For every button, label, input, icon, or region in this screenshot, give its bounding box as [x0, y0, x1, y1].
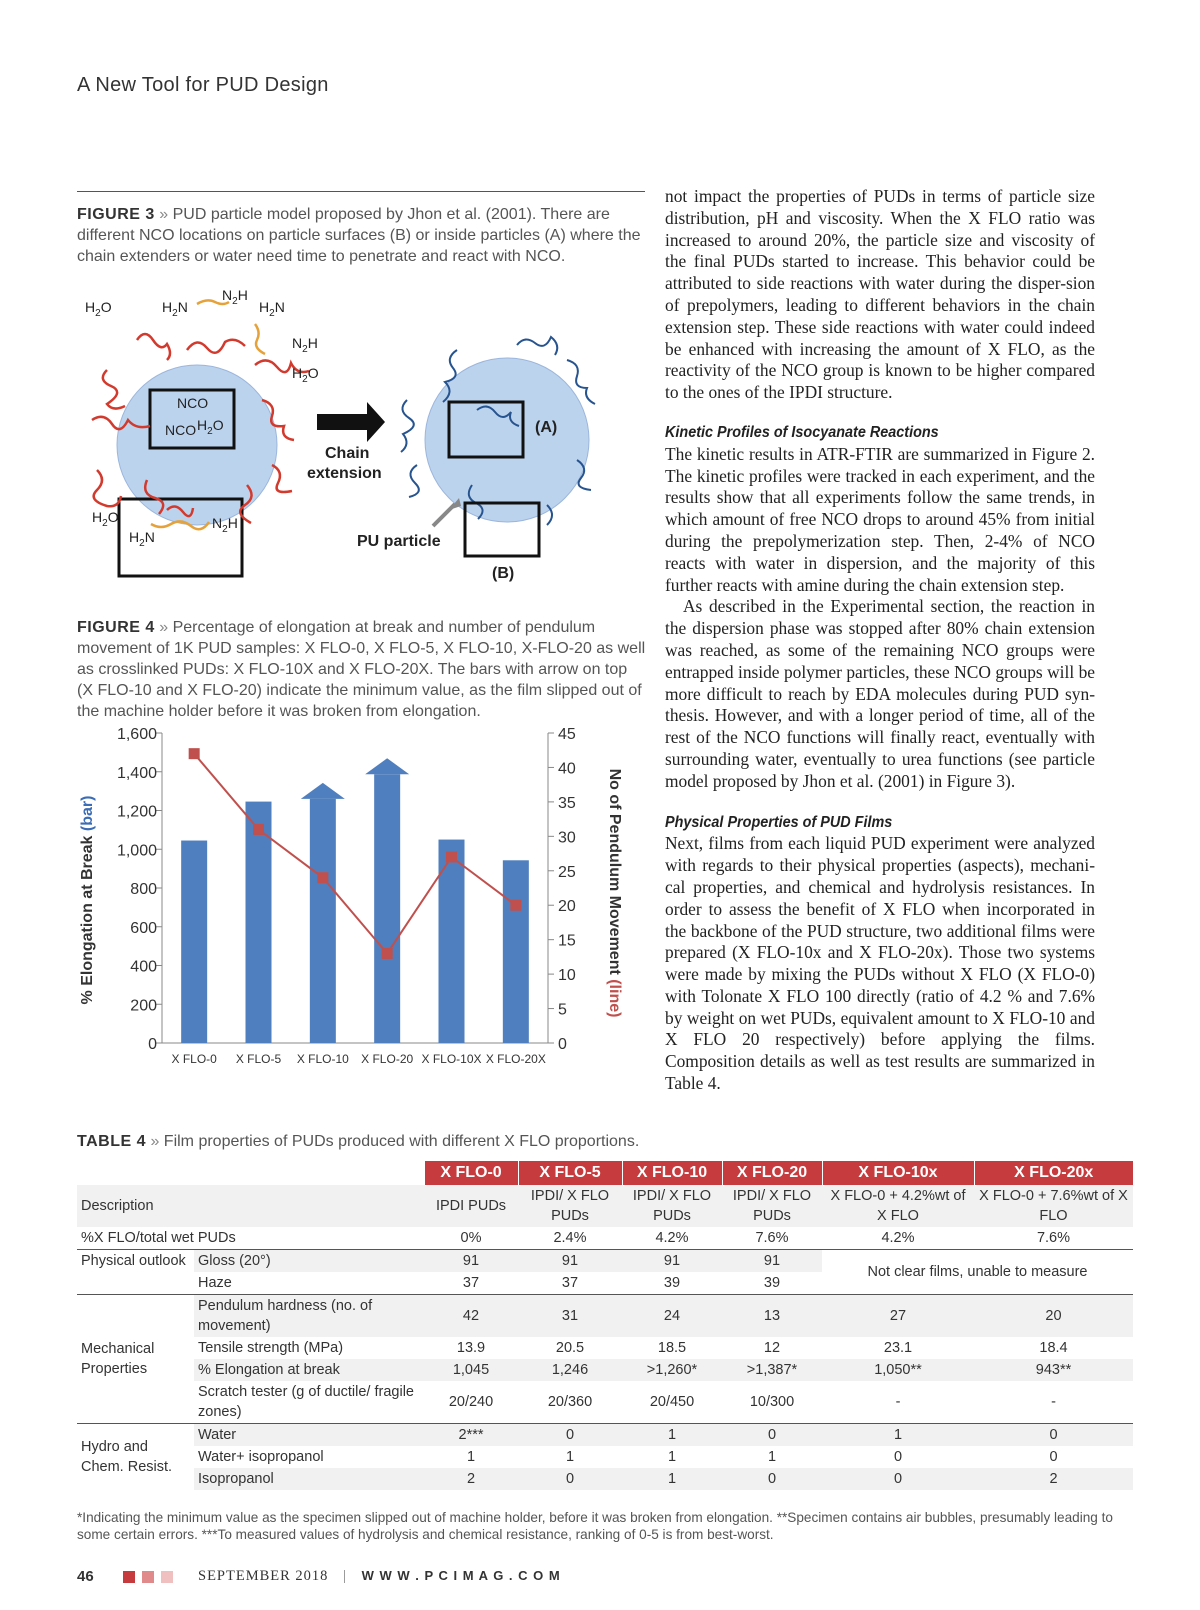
col-header: X FLO-0: [424, 1161, 518, 1185]
right-column: [665, 186, 1095, 1095]
cell: 1: [565, 1449, 575, 1465]
x-tick-label: X FLO-20X: [485, 1052, 546, 1066]
cell: 2***: [424, 1424, 518, 1447]
cell: 0: [518, 1468, 622, 1490]
h2o-label-4: $H_2O$: [92, 509, 119, 529]
col-header: X FLO-5: [518, 1161, 622, 1185]
cell: >1,387*: [722, 1359, 822, 1381]
cell: 1: [667, 1449, 677, 1465]
right-axis-tick-label: 15: [558, 932, 576, 950]
body-para-2: The kinetic results in ATR-FTIR are summarized in Figure 2. The kinetic profiles were tracked in each experiment, and the results show that all experiments follow the same trends, in which amount of free NCO drops to around 45% from initial during the prepolymerization step. Then, 2-4% of NCO reacts with water in dispersion, and the majority of this further reacts with amine during the chain extension step.: [665, 443, 1095, 595]
row-label: Description: [77, 1185, 424, 1227]
chain-extension-label-2: extension: [307, 465, 382, 482]
right-axis-tick-label: 20: [558, 898, 576, 916]
left-axis-tick-label: 0: [148, 1036, 157, 1053]
row-label: Haze: [198, 1275, 232, 1291]
page-number: 46: [77, 1568, 94, 1585]
cell: 27: [822, 1295, 974, 1338]
cell: 0: [518, 1424, 622, 1447]
row-label: Pendulum hardness (no. of movement): [194, 1295, 424, 1338]
not-clear-films-cell: Not clear films, unable to measure: [822, 1250, 1133, 1295]
row-label: Scratch tester (g of ductile/ fragile zones): [198, 1384, 414, 1420]
h2n-label-3: $H_2N$: [129, 529, 155, 549]
left-axis-tick-label: 600: [130, 919, 157, 937]
x-tick-label: X FLO-10X: [421, 1052, 482, 1066]
cell: 1: [767, 1449, 777, 1465]
figure4-caption-block: FIGURE 4 » Percentage of elongation at break and number of pendulum movement of 1K PUD samples: X FLO-0, X FLO-5, X FLO-10, X-FLO-20 as well as crosslinked PUDs: X FLO-10X and X FLO-20X. The bars with arrow on top (X FLO-10 and X FLO-20) indicate the minimum value, as the film slipped out of the machine holder before it was broken from elongation.: [77, 619, 646, 720]
figure4-label: FIGURE 4: [77, 619, 155, 636]
group-label: Physical outlook: [77, 1250, 194, 1295]
row-label: %X FLO/total wet PUDs: [81, 1230, 236, 1246]
left-axis-tick-label: 1,600: [116, 726, 157, 743]
row-label: Water: [194, 1424, 424, 1447]
cell: 20/360: [547, 1394, 593, 1410]
section-head-kinetic: Kinetic Profiles of Isocyanate Reactions: [665, 423, 939, 441]
bar-arrow-icon: [301, 783, 345, 799]
h2o-label-2: $H_2O$: [292, 365, 319, 385]
n2h-label-3: $N_2H$: [212, 515, 238, 535]
cell: -: [1051, 1394, 1056, 1410]
bar: [310, 799, 336, 1043]
pendulum-point: [446, 852, 457, 863]
left-axis-tick-label: 400: [130, 958, 157, 976]
cell: 39: [763, 1275, 781, 1291]
nco-label: NCO: [177, 395, 209, 411]
cell: 0%: [460, 1230, 482, 1246]
x-tick-label: X FLO-10: [296, 1052, 349, 1066]
bar: [181, 841, 207, 1043]
table-row: [77, 1337, 1133, 1359]
bar-arrow-icon: [365, 758, 409, 774]
cell: 1,246: [518, 1359, 622, 1381]
cell: 39: [663, 1275, 681, 1291]
cell: 18.4: [1039, 1340, 1068, 1356]
cell: 1,045: [424, 1359, 518, 1381]
figure4-caption: Percentage of elongation at break and number of pendulum movement of 1K PUD samples: X FLO-0, X FLO-5, X FLO-10, X-FLO-20 as well as crosslinked PUDs: X FLO-10X and X FLO-20X. The bars with arrow on top (X FLO-10 and X FLO-20) indicate the minimum value, as the film slipped out of the machine holder before it was broken from elongation.: [77, 619, 646, 720]
cell: 13: [722, 1295, 822, 1338]
group-label: Mechanical Properties: [77, 1295, 194, 1424]
footer-line: [198, 1568, 561, 1585]
n2h-label-2: $N_2H$: [292, 335, 318, 355]
pendulum-point: [317, 872, 328, 883]
right-axis-tick-label: 0: [558, 1036, 567, 1053]
pendulum-point: [253, 824, 264, 835]
cell: 18.5: [657, 1340, 687, 1356]
cell: 2: [974, 1468, 1133, 1490]
table-row: [77, 1381, 1133, 1424]
pointer-line: [433, 504, 455, 526]
left-axis-tick-label: 800: [130, 881, 157, 898]
row-label: Tensile strength (MPa): [198, 1340, 344, 1356]
right-axis-tick-label: 40: [558, 760, 576, 778]
cell: IPDI/ X FLO PUDs: [722, 1185, 822, 1227]
bar: [503, 860, 529, 1043]
body-para-1: not impact the properties of PUDs in terms of particle size distribution, pH and viscosity. When the X FLO ratio was increased to around 20%, the particle size and viscosity of the final PUDs started to increase. This behavior could be attributed to side reactions with water during the disper-sion of prepolymers, leading to different behaviors in the chain extension step. These side reactions with water could indeed be enhanced with increasing the amount of X FLO, as the reactivity of the NCO group is known to be higher compared to the ones of the IPDI structure.: [665, 186, 1095, 403]
figure3-label: FIGURE 3: [77, 206, 155, 223]
table-row: [77, 1468, 1133, 1490]
table-row: [77, 1424, 1133, 1447]
left-axis-tick-label: 1,000: [116, 842, 157, 860]
bar: [374, 774, 400, 1043]
right-axis-tick-label: 5: [558, 1001, 567, 1019]
right-axis-tick-label: 25: [558, 863, 576, 881]
label-b: (B): [492, 565, 515, 582]
nco-label-2: NCO: [165, 422, 197, 438]
cell: 1: [622, 1468, 722, 1490]
cell: 37: [462, 1275, 480, 1291]
website: W W W . P C I M A G . C O M: [361, 1568, 561, 1583]
table-row: [77, 1359, 1133, 1381]
right-axis-tick-label: 10: [558, 967, 576, 985]
cell: 0: [1049, 1449, 1058, 1465]
right-axis-title: [606, 769, 623, 1018]
cell: 20: [974, 1295, 1133, 1338]
pendulum-point: [382, 948, 393, 959]
cell: 91: [622, 1250, 722, 1273]
pendulum-line: [194, 754, 516, 954]
left-axis-title: [79, 796, 96, 1005]
table-row: [77, 1446, 1133, 1468]
cell: 31: [518, 1295, 622, 1338]
cell: 13.9: [456, 1340, 486, 1356]
cell: 20/240: [448, 1394, 494, 1410]
cell: 4.2%: [655, 1230, 689, 1246]
body-para-4: Next, films from each liquid PUD experiment were analyzed with regards to their physical properties (aspects), mechani-cal properties, and chemical and hydrolysis resistances. In order to assess the benefit of X FLO when incorporated in the backbone of the PUD structure, two additional films were prepared (X FLO-10x and X FLO-20x). Those two systems were made by mixing the PUDs without X FLO (X FLO-0) with Tolonate X FLO 100 directly (ratio of 4.2 % and 7.6% by weight on wet PUDs, equivalent amount to X FLO-10 and X FLO 20 respectively) before applying the films. Composition details as well as test results are summarized in Table 4.: [665, 833, 1095, 1094]
cell: 1: [466, 1449, 476, 1465]
left-axis-title-tag: (bar): [79, 795, 96, 832]
cell: 42: [424, 1295, 518, 1338]
h2n-label-2: $H_2N$: [259, 299, 285, 319]
h2n-label: $H_2N$: [162, 299, 188, 319]
table-row: [77, 1295, 1133, 1338]
col-header: X FLO-10: [622, 1161, 722, 1185]
table4-label: TABLE 4: [77, 1133, 146, 1150]
table4-footnote: *Indicating the minimum value as the specimen slipped out of machine holder, before it was broken from elongation. **Specimen contains air bubbles, presumably leading to some certain errors. ***To measured values of hydrolysis and chemical resistance, ranking of 0-5 is from best-worst.: [77, 1510, 1113, 1542]
issue-date: SEPTEMBER 2018: [198, 1568, 329, 1584]
bar: [246, 802, 272, 1043]
figure4-chart: [70, 720, 650, 1090]
cell: 37: [561, 1275, 579, 1291]
right-axis-tick-label: 45: [558, 726, 576, 743]
figure3-caption-block: FIGURE 3 » PUD particle model proposed by Jhon et al. (2001). There are different NCO locations on particle surfaces (B) or inside particles (A) where the chain extenders or water need time to penetrate and react with NCO.: [77, 206, 641, 265]
cell: 1: [622, 1424, 722, 1447]
figure3-top-rule: [77, 191, 645, 192]
cell: 7.6%: [1036, 1230, 1071, 1246]
cell: -: [895, 1394, 901, 1410]
chain-extension-arrow-icon: [317, 402, 385, 442]
running-head: A New Tool for PUD Design: [77, 74, 329, 96]
cell: 91: [424, 1250, 518, 1273]
right-axis-tick-label: 30: [558, 829, 576, 847]
table-row: [77, 1185, 1133, 1227]
cell: 943**: [974, 1359, 1133, 1381]
cell: 20/450: [649, 1394, 695, 1410]
cell: 12: [763, 1340, 781, 1356]
left-axis-title-text: % Elongation at Break: [79, 831, 96, 1005]
footer-square-3: [161, 1571, 173, 1583]
cell: 0: [722, 1424, 822, 1447]
cell: X FLO-0 + 7.6%wt of X FLO: [974, 1185, 1133, 1227]
cell: 4.2%: [881, 1230, 915, 1246]
cell: 0: [974, 1424, 1133, 1447]
cell: 23.1: [883, 1340, 913, 1356]
right-axis-tick-label: 35: [558, 794, 576, 812]
row-label: % Elongation at break: [194, 1359, 424, 1381]
col-header: X FLO-10x: [822, 1161, 974, 1185]
cell: IPDI/ X FLO PUDs: [622, 1185, 722, 1227]
row-label: Water+ isopropanol: [198, 1449, 324, 1465]
cell: 7.6%: [755, 1230, 789, 1246]
h2o-label-3: $H_2O$: [197, 417, 224, 437]
row-label: Isopropanol: [194, 1468, 424, 1490]
cell: 91: [722, 1250, 822, 1273]
x-tick-label: X FLO-5: [235, 1052, 282, 1066]
cell: 0: [722, 1468, 822, 1490]
pendulum-point: [189, 748, 200, 759]
figure3-particle-diagram: [77, 290, 647, 610]
cell: 20.5: [555, 1340, 585, 1356]
right-axis-title-tag: (line): [606, 979, 623, 1018]
x-tick-label: X FLO-0: [171, 1052, 217, 1066]
chain-extension-label-1: Chain: [325, 445, 370, 462]
cell: 1,050**: [822, 1359, 974, 1381]
cell: 24: [622, 1295, 722, 1338]
footer-square-1: [123, 1571, 135, 1583]
x-tick-label: X FLO-20: [361, 1052, 414, 1066]
cell: 2: [424, 1468, 518, 1490]
cell: 2.4%: [553, 1230, 587, 1246]
figure3-caption: PUD particle model proposed by Jhon et al. (2001). There are different NCO locations on particle surfaces (B) or inside particles (A) where the chain extenders or water need time to penetrate and react with NCO.: [77, 206, 641, 265]
cell: 91: [518, 1250, 622, 1273]
table4-caption-block: TABLE 4 » Film properties of PUDs produced with different X FLO proportions.: [77, 1133, 640, 1150]
row-label: Gloss (20°): [194, 1250, 424, 1273]
footer-separator: |: [343, 1568, 347, 1584]
n2h-label: $N_2H$: [222, 290, 248, 307]
footer-square-2: [142, 1571, 154, 1583]
cell: X FLO-0 + 4.2%wt of X FLO: [822, 1185, 974, 1227]
cell: IPDI/ X FLO PUDs: [518, 1185, 622, 1227]
left-axis-tick-label: 1,200: [116, 803, 157, 821]
left-axis-tick-label: 200: [130, 997, 157, 1015]
cell: >1,260*: [622, 1359, 722, 1381]
group-label: Hydro and Chem. Resist.: [77, 1424, 194, 1491]
label-a: (A): [535, 419, 558, 436]
table-row: [77, 1250, 1133, 1273]
col-header: X FLO-20: [722, 1161, 822, 1185]
cell: IPDI PUDs: [424, 1185, 518, 1227]
cell: 1: [822, 1424, 974, 1447]
table4-caption: Film properties of PUDs produced with different X FLO proportions.: [163, 1133, 640, 1150]
section-head-physical: Physical Properties of PUD Films: [665, 813, 893, 831]
h2o-label: $H_2O$: [85, 299, 112, 319]
left-axis-tick-label: 1,400: [116, 764, 157, 782]
table4: [77, 1161, 1133, 1490]
pu-particle-label: PU particle: [357, 533, 441, 550]
cell: 0: [822, 1468, 974, 1490]
body-para-3: As described in the Experimental section, the reaction in the dispersion phase was stopped after 80% chain extension was reached, as some of the remaining NCO groups were entrapped inside polymer particles, these NCO groups will be more difficult to reach by EDA molecules during PUD syn-thesis. However, and with a longer period of time, all of the rest of the NCO functions will finally react, eventually with surrounding water, eventually to urea functions (see particle model proposed by Jhon et al. (2001) in Figure 3).: [665, 596, 1095, 791]
pendulum-point: [510, 900, 521, 911]
table-header-row: [77, 1161, 1133, 1185]
right-axis-title-text: No of Pendulum Movement: [606, 768, 623, 980]
table-row: [77, 1227, 1133, 1250]
cell: 10/300: [749, 1394, 795, 1410]
col-header: X FLO-20x: [974, 1161, 1133, 1185]
cell: 0: [893, 1449, 903, 1465]
